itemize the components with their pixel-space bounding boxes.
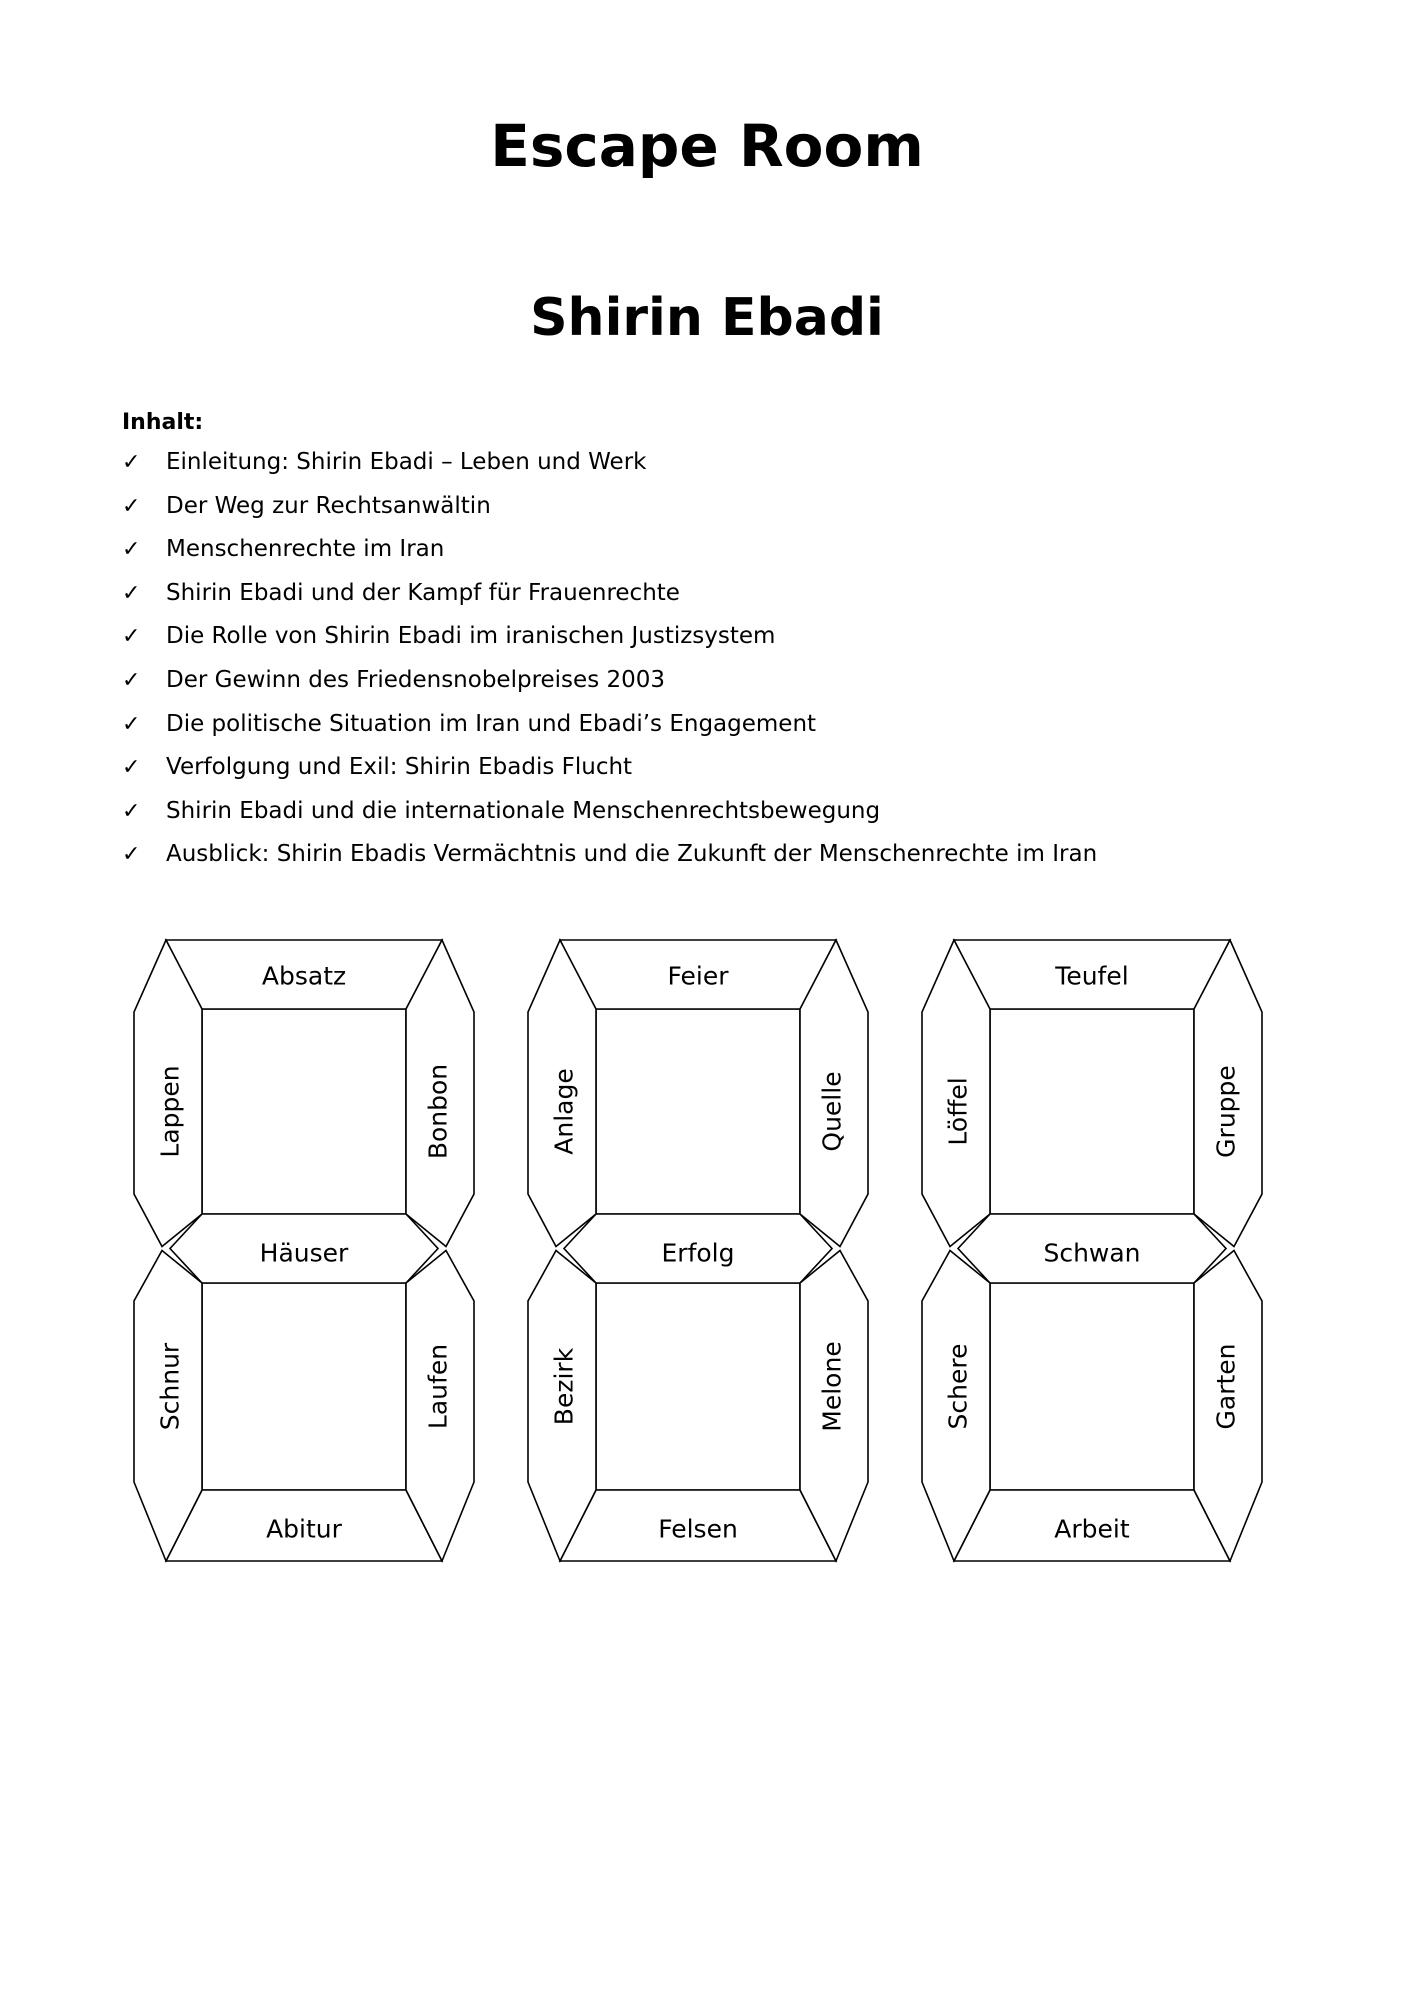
segment-label-lower-right: Laufen xyxy=(423,1343,453,1430)
puzzle-box-upper xyxy=(596,1009,800,1214)
check-icon: ✓ xyxy=(122,493,141,519)
list-item-text: Die Rolle von Shirin Ebadi im iranischen Justizsystem xyxy=(166,623,776,650)
check-icon: ✓ xyxy=(122,667,141,693)
segment-label-lower-left: Schnur xyxy=(155,1342,185,1431)
puzzle-box-upper xyxy=(202,1009,406,1214)
puzzle-box-lower xyxy=(990,1283,1194,1490)
check-icon: ✓ xyxy=(122,842,141,868)
contents-heading: Inhalt: xyxy=(122,410,204,435)
check-icon: ✓ xyxy=(122,450,141,475)
segment-label-upper-left: Anlage xyxy=(549,1068,579,1155)
list-item-text: Menschenrechte im Iran xyxy=(166,536,445,563)
segment-label-upper-left: Löffel xyxy=(943,1077,973,1146)
check-icon: ✓ xyxy=(122,798,141,824)
list-item-text: Die politische Situation im Iran und Ebadi’s Engagement xyxy=(166,710,817,737)
segment-label-lower-left: Bezirk xyxy=(549,1347,579,1426)
list-item-text: Einleitung: Shirin Ebadi – Leben und Werk xyxy=(166,449,647,475)
segment-label-upper-right: Gruppe xyxy=(1211,1065,1241,1158)
list-item-text: Shirin Ebadi und die internationale Menschenrechtsbewegung xyxy=(166,797,881,824)
segment-label-middle: Erfolg xyxy=(661,1238,735,1268)
page-subtitle: Shirin Ebadi xyxy=(530,288,884,348)
segment-label-top: Feier xyxy=(667,961,729,991)
puzzle-box-lower xyxy=(202,1283,406,1490)
segment-label-lower-left: Schere xyxy=(943,1343,973,1430)
puzzle-box-lower xyxy=(596,1283,800,1490)
puzzle-box-upper xyxy=(990,1009,1194,1214)
segment-label-upper-left: Lappen xyxy=(155,1065,185,1158)
list-item-text: Ausblick: Shirin Ebadis Vermächtnis und die Zukunft der Menschenrechte im Iran xyxy=(166,841,1098,868)
segment-label-bottom: Abitur xyxy=(266,1514,342,1544)
check-icon: ✓ xyxy=(122,624,141,650)
segment-label-middle: Schwan xyxy=(1043,1238,1141,1268)
segment-label-upper-right: Quelle xyxy=(817,1071,847,1152)
check-icon: ✓ xyxy=(122,580,141,606)
segment-label-top: Teufel xyxy=(1055,961,1129,991)
segment-label-top: Absatz xyxy=(261,961,347,991)
list-item-text: Der Weg zur Rechtsanwältin xyxy=(166,492,491,519)
list-item-text: Shirin Ebadi und der Kampf für Frauenrechte xyxy=(166,579,680,606)
page-title: Escape Room xyxy=(490,112,924,180)
segment-label-middle: Häuser xyxy=(259,1238,349,1268)
segment-label-lower-right: Garten xyxy=(1211,1343,1241,1430)
segment-label-upper-right: Bonbon xyxy=(423,1063,453,1160)
check-icon: ✓ xyxy=(122,755,141,781)
segment-label-bottom: Felsen xyxy=(658,1514,738,1544)
check-icon: ✓ xyxy=(122,711,141,737)
list-item-text: Verfolgung und Exil: Shirin Ebadis Flucht xyxy=(166,754,633,781)
segment-label-bottom: Arbeit xyxy=(1054,1514,1130,1544)
check-icon: ✓ xyxy=(122,537,141,563)
list-item-text: Der Gewinn des Friedensnobelpreises 2003 xyxy=(166,666,666,693)
segment-label-lower-right: Melone xyxy=(817,1341,847,1432)
